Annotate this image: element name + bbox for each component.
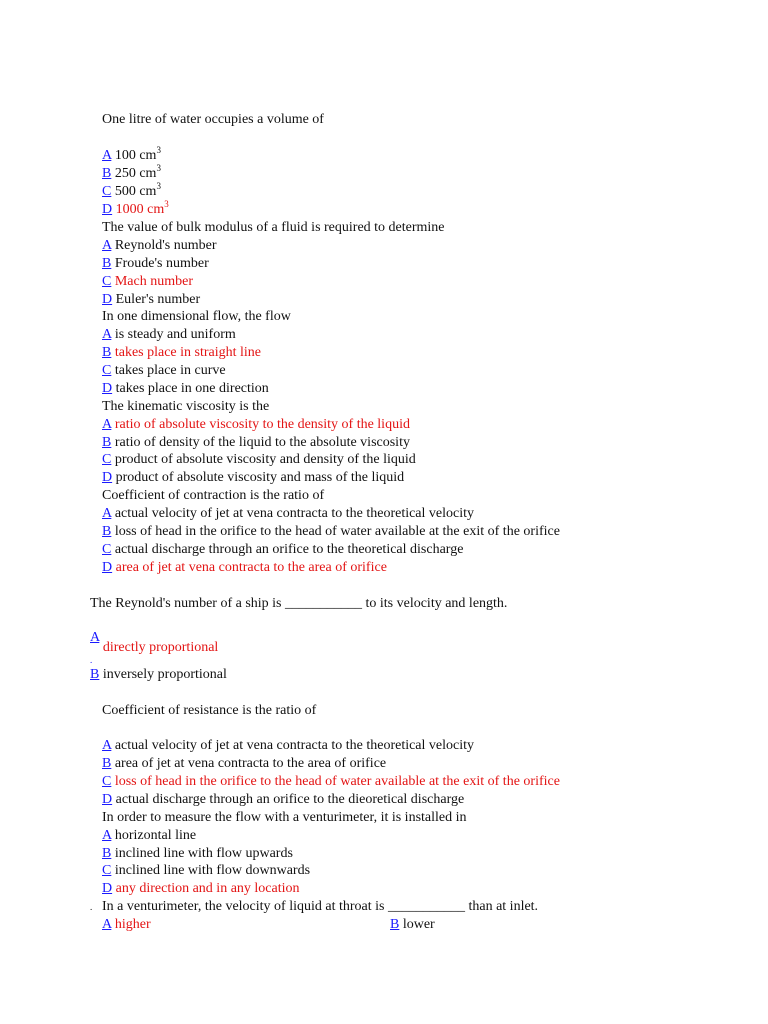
option-text: higher xyxy=(114,917,151,932)
option-text: is steady and uniform xyxy=(114,327,236,342)
option-text: takes place in one direction xyxy=(115,381,269,396)
option-link[interactable]: B xyxy=(102,345,112,360)
question-label: In one dimensional flow, the flow xyxy=(102,309,291,324)
option-text: lower xyxy=(402,917,435,932)
option-link[interactable]: C xyxy=(102,542,112,557)
question-label: The kinematic viscosity is the xyxy=(102,399,270,414)
option-text: directly proportional xyxy=(102,640,219,655)
option-d[interactable] xyxy=(102,880,300,898)
option-a[interactable] xyxy=(102,827,196,845)
option-b[interactable] xyxy=(390,916,435,934)
option-link[interactable]: C xyxy=(102,774,112,789)
option-link[interactable]: C xyxy=(102,363,112,378)
stray-dot-left: . xyxy=(90,902,93,912)
option-link[interactable]: B xyxy=(90,667,100,682)
option-link[interactable]: D xyxy=(102,560,113,575)
option-link[interactable]: D xyxy=(102,202,113,217)
question-text xyxy=(102,898,538,916)
option-link[interactable]: A xyxy=(102,327,112,342)
option-link[interactable]: B xyxy=(102,524,112,539)
option-text: inclined line with flow upwards xyxy=(114,846,293,861)
superscript: 3 xyxy=(164,199,169,209)
option-link[interactable]: A xyxy=(90,630,100,645)
question-text xyxy=(90,595,507,613)
option-text: horizontal line xyxy=(114,828,197,843)
option-link[interactable]: B xyxy=(390,917,400,932)
option-text: area of jet at vena contracta to the area of orifice xyxy=(114,756,387,771)
option-link[interactable]: D xyxy=(102,381,113,396)
question-text xyxy=(102,702,316,720)
option-text: product of absolute viscosity and mass of the liquid xyxy=(115,470,405,485)
option-link[interactable]: A xyxy=(102,417,112,432)
option-b[interactable] xyxy=(90,666,227,684)
option-d[interactable] xyxy=(102,559,387,577)
option-b[interactable] xyxy=(102,845,293,863)
question-label: Coefficient of resistance is the ratio of xyxy=(102,703,317,718)
superscript: 3 xyxy=(156,163,161,173)
option-b[interactable] xyxy=(102,255,209,273)
question-text xyxy=(102,809,467,827)
option-text: any direction and in any location xyxy=(115,881,300,896)
option-b[interactable] xyxy=(102,755,386,773)
option-link[interactable]: A xyxy=(102,828,112,843)
option-c[interactable] xyxy=(102,362,226,380)
option-link[interactable]: A xyxy=(102,917,112,932)
option-text: actual discharge through an orifice to the theoretical discharge xyxy=(114,542,464,557)
option-link[interactable]: B xyxy=(102,256,112,271)
option-link[interactable]: B xyxy=(102,435,112,450)
option-text: 1000 $cm^3$ xyxy=(115,199,169,217)
option-a[interactable] xyxy=(102,737,474,755)
option-text: area of jet at vena contracta to the area of orifice xyxy=(115,560,387,575)
option-link[interactable]: B xyxy=(102,756,112,771)
question-label: In a venturimeter, the velocity of liquid at throat is ___________ than at inlet. xyxy=(102,899,539,914)
question-text xyxy=(102,398,269,416)
option-a[interactable] xyxy=(102,237,217,255)
option-c[interactable] xyxy=(102,541,463,559)
stray-dot: . xyxy=(90,655,93,665)
option-link[interactable]: D xyxy=(102,292,113,307)
option-text: 500 $cm^3$ xyxy=(114,181,161,199)
option-d[interactable] xyxy=(102,291,200,309)
option-link[interactable]: B xyxy=(102,166,112,181)
option-d[interactable] xyxy=(102,380,269,398)
option-c[interactable] xyxy=(102,183,161,201)
option-a[interactable] xyxy=(102,505,474,523)
question-text xyxy=(102,308,291,326)
option-link[interactable]: A xyxy=(102,238,112,253)
question-text xyxy=(102,219,445,237)
question-label: Coefficient of contraction is the ratio of xyxy=(102,488,325,503)
option-link[interactable]: C xyxy=(102,452,112,467)
option-link[interactable]: B xyxy=(102,846,112,861)
option-d[interactable] xyxy=(102,791,464,809)
option-d[interactable] xyxy=(102,201,169,219)
option-text: loss of head in the orifice to the head of water available at the exit of the orifice xyxy=(114,774,560,789)
option-c[interactable] xyxy=(102,451,416,469)
option-text: Mach number xyxy=(114,274,193,289)
option-b[interactable] xyxy=(102,434,410,452)
option-text: inversely proportional xyxy=(102,667,227,682)
option-link[interactable]: C xyxy=(102,184,112,199)
option-text: Reynold's number xyxy=(114,238,217,253)
option-text: ratio of absolute viscosity to the density of the liquid xyxy=(114,417,410,432)
option-a[interactable] xyxy=(102,326,236,344)
option-text: takes place in straight line xyxy=(114,345,262,360)
option-b[interactable] xyxy=(102,344,261,362)
option-text: inclined line with flow downwards xyxy=(114,863,311,878)
question-label: One litre of water occupies a volume of xyxy=(102,112,324,127)
option-a[interactable] xyxy=(102,916,151,934)
option-link[interactable]: A xyxy=(102,148,112,163)
option-link[interactable]: C xyxy=(102,274,112,289)
option-a[interactable] xyxy=(90,630,219,657)
superscript: 3 xyxy=(156,181,161,191)
option-link[interactable]: C xyxy=(102,863,112,878)
option-b[interactable] xyxy=(102,165,161,183)
option-c[interactable] xyxy=(102,862,310,880)
option-b[interactable] xyxy=(102,523,560,541)
question-text xyxy=(102,487,324,505)
option-link[interactable]: A xyxy=(102,738,112,753)
option-a[interactable] xyxy=(102,416,410,434)
option-text: 250 $cm^3$ xyxy=(114,163,161,181)
option-link[interactable]: A xyxy=(102,506,112,521)
option-text: loss of head in the orifice to the head of water available at the exit of the orifice xyxy=(114,524,560,539)
question-label: The Reynold's number of a ship is ___________ to its velocity and length. xyxy=(90,596,508,611)
option-text: 100 $cm^3$ xyxy=(114,145,161,163)
option-text: actual velocity of jet at vena contracta to the theoretical velocity xyxy=(114,506,475,521)
option-text: actual velocity of jet at vena contracta to the theoretical velocity xyxy=(114,738,475,753)
question-text xyxy=(102,111,324,129)
option-text: Euler's number xyxy=(115,292,201,307)
option-a[interactable] xyxy=(102,147,161,165)
option-c[interactable] xyxy=(102,773,560,791)
option-link[interactable]: D xyxy=(102,792,113,807)
option-c[interactable] xyxy=(102,273,193,291)
option-text: actual discharge through an orifice to the dieoretical discharge xyxy=(115,792,465,807)
option-link[interactable]: D xyxy=(102,881,113,896)
option-d[interactable] xyxy=(102,469,404,487)
question-label: The value of bulk modulus of a fluid is required to determine xyxy=(102,220,445,235)
option-text: Froude's number xyxy=(114,256,209,271)
option-text: takes place in curve xyxy=(114,363,226,378)
option-link[interactable]: D xyxy=(102,470,113,485)
superscript: 3 xyxy=(156,145,161,155)
option-text: product of absolute viscosity and density of the liquid xyxy=(114,452,416,467)
option-text: ratio of density of the liquid to the absolute viscosity xyxy=(114,435,410,450)
question-label: In order to measure the flow with a venturimeter, it is installed in xyxy=(102,810,467,825)
